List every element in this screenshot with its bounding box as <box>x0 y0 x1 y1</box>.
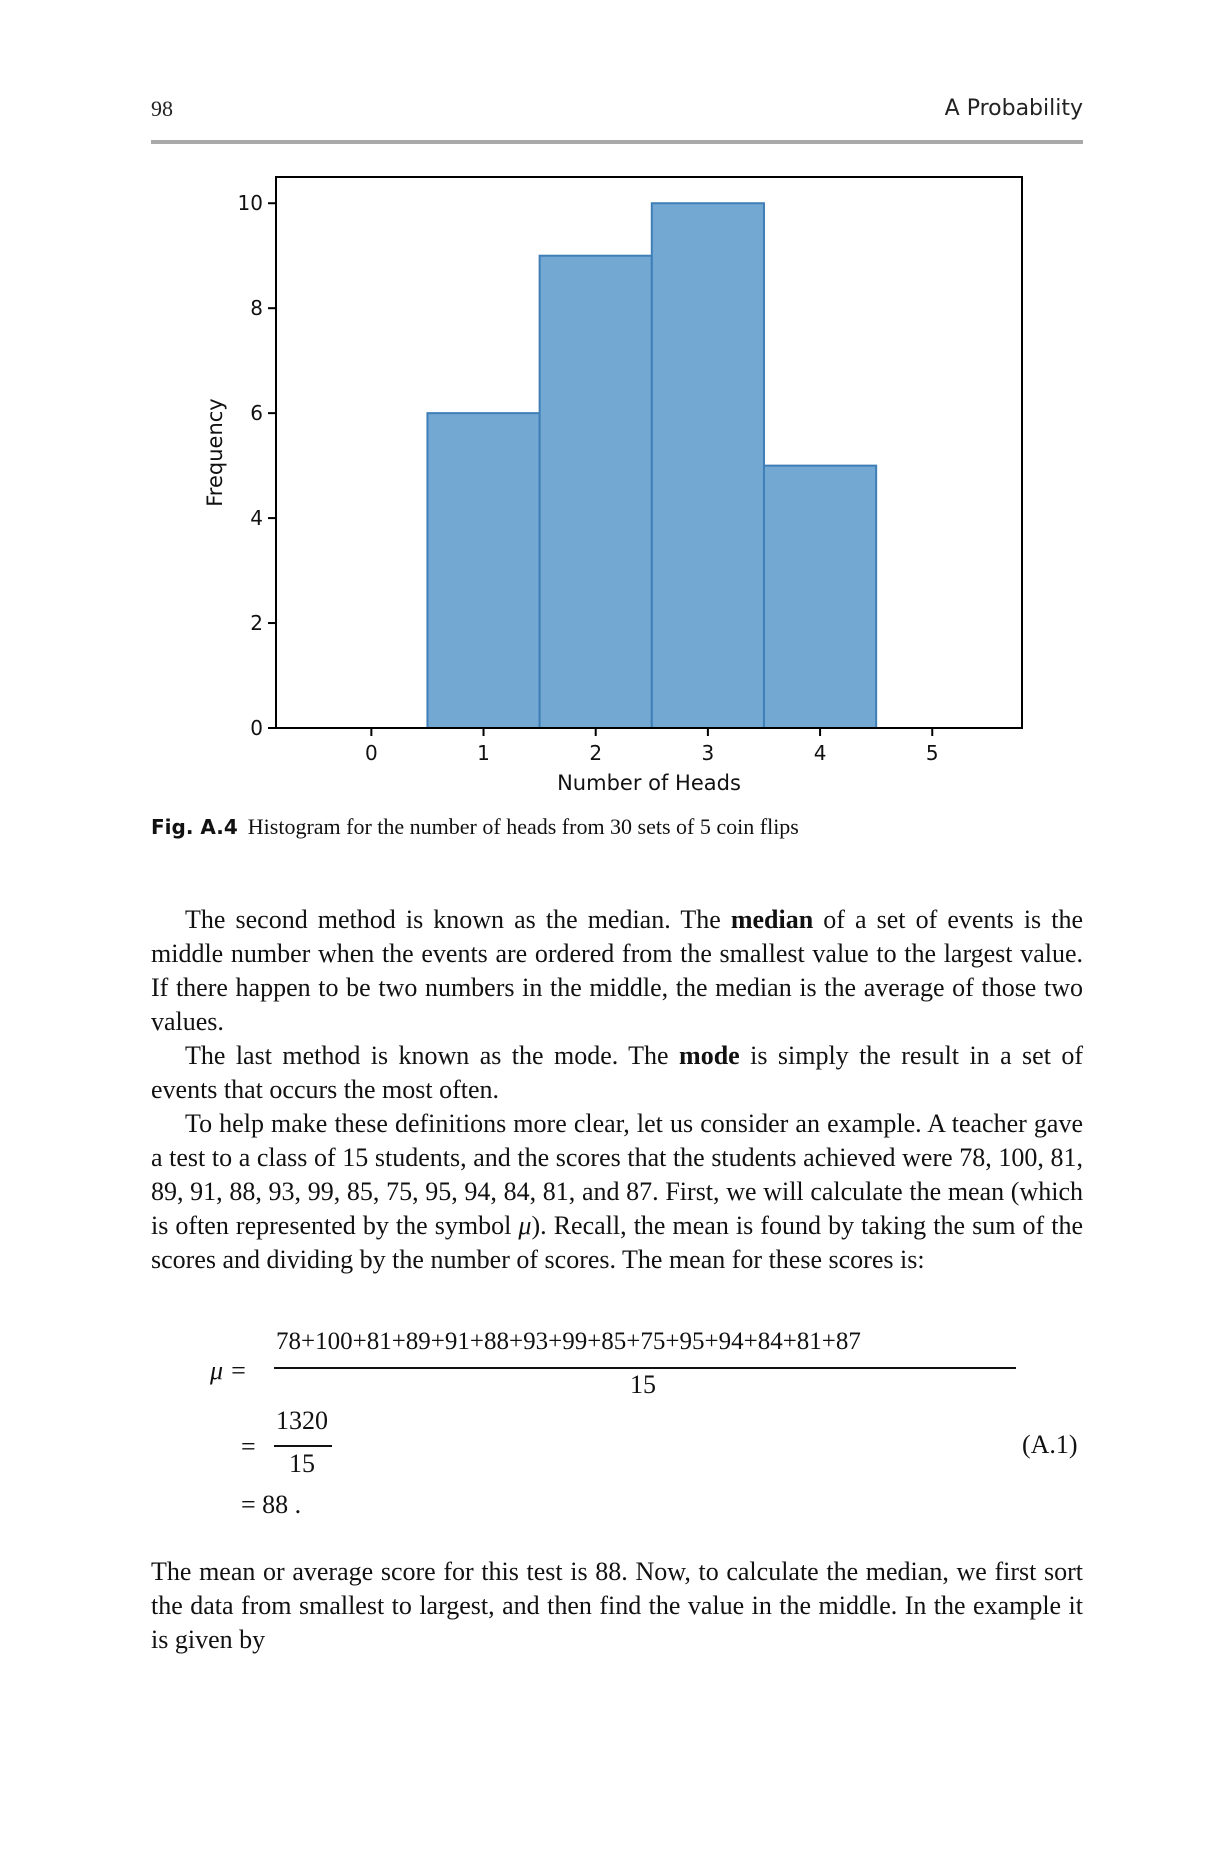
equation-denominator-2: 15 <box>289 1449 315 1478</box>
y-axis-label: Frequency <box>203 398 227 507</box>
x-tick-label: 4 <box>813 741 827 765</box>
fraction-bar-1 <box>274 1367 1016 1369</box>
y-tick-label: 6 <box>250 401 263 426</box>
paragraph-median: The second method is known as the median. The median of a set of events is the middle number when the events are ordered from the smallest value to the largest value. If there happen to be two numbers in the middle, the median is the average of those two values. <box>151 905 1083 1036</box>
caption-text: Histogram for the number of heads from 30 sets of 5 coin flips <box>247 814 799 839</box>
x-tick-label: 1 <box>477 741 490 765</box>
body-text-upper <box>151 903 1083 1277</box>
bar-4-heads <box>764 466 876 728</box>
y-axis-ticks <box>238 191 276 740</box>
x-tick-label: 3 <box>701 741 715 765</box>
y-tick-label: 2 <box>250 611 263 636</box>
equation-numerator-sum: 78+100+81+89+91+88+93+99+85+75+95+94+84+81+87 <box>276 1328 861 1355</box>
equation-lhs: μ = <box>210 1356 248 1385</box>
y-tick-label: 0 <box>250 716 263 740</box>
histogram-chart <box>0 0 1221 800</box>
figure-label: Fig. A.4 <box>151 815 238 839</box>
y-tick-label: 4 <box>250 506 263 531</box>
body-text-lower <box>151 1555 1083 1657</box>
paragraph-mode: The last method is known as the mode. The mode is simply the result in a set of events that occurs the most often. <box>151 1041 1083 1104</box>
x-tick-label: 5 <box>925 741 939 765</box>
bar-1-heads <box>427 413 539 728</box>
bars-group <box>427 203 876 728</box>
paragraph-example: To help make these definitions more clear, let us consider an example. A teacher gave a test to a class of 15 students, and the scores that the students achieved were 78, 100, 81, 89, 91, 88, 93, 99, 85, 75, 95, 94, 84, 81, and 87. First, we will calculate the mean (which is often represented by the symbol μ). Recall, the mean is found by taking the sum of the scores and dividing by the number of scores. The mean for these scores is: <box>151 1109 1083 1274</box>
bar-2-heads <box>540 256 652 728</box>
x-tick-label: 2 <box>589 741 603 765</box>
y-tick-label: 8 <box>250 296 263 321</box>
x-axis-label: Number of Heads <box>557 771 741 795</box>
x-tick-label: 0 <box>364 741 378 765</box>
y-tick-label: 10 <box>237 191 263 216</box>
equation-denominator-1: 15 <box>630 1370 656 1399</box>
equation-number: (A.1) <box>1022 1430 1078 1459</box>
mu-symbol: μ <box>518 1211 532 1240</box>
paragraph-mean-result: The mean or average score for this test is 88. Now, to calculate the median, we first sort the data from smallest to largest, and then find the value in the middle. In the example it is given by <box>151 1557 1083 1654</box>
page-number: 98 <box>151 96 173 121</box>
figure-caption <box>151 814 1083 840</box>
fraction-bar-2 <box>274 1445 332 1447</box>
equation-equals-2: = <box>241 1432 256 1461</box>
x-axis-ticks <box>365 728 939 765</box>
bar-3-heads <box>652 203 764 728</box>
equation-numerator-total: 1320 <box>276 1406 328 1435</box>
term-median: median <box>730 905 814 934</box>
term-mode: mode <box>679 1041 740 1070</box>
equation-result: = 88 . <box>241 1490 302 1519</box>
running-head: A Probability <box>944 96 1083 121</box>
